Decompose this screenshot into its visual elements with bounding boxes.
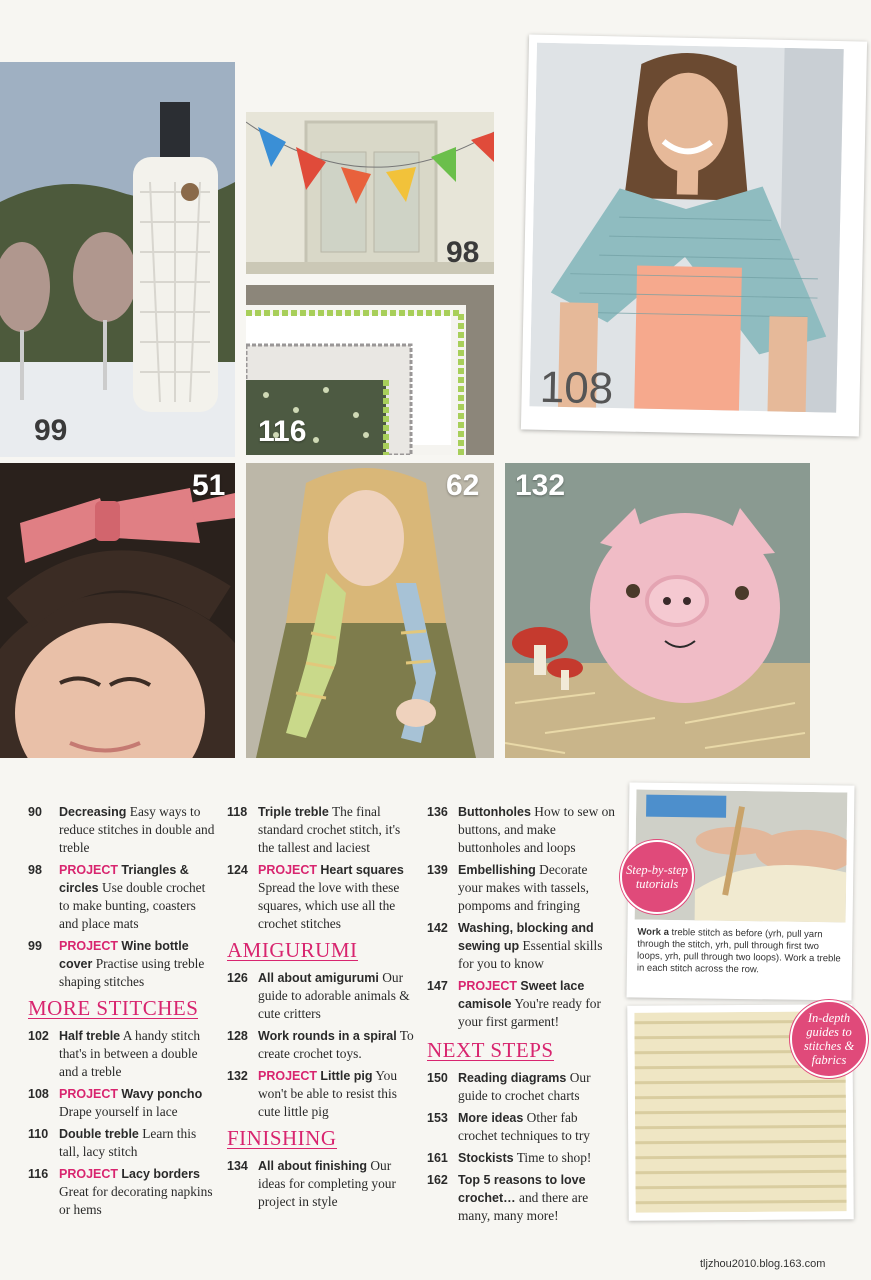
wine-bottle-photo [0,62,235,457]
entry-title: Lacy borders [121,1167,200,1181]
project-tag: PROJECT [59,1167,119,1181]
entry-description: Learn this tall, lacy stitch [59,1126,197,1159]
contents-entry [227,1157,417,1211]
contents-entry [227,1067,417,1121]
contents-entry [227,969,417,1023]
section-heading-amigurumi: AMIGURUMI [227,938,358,962]
entry-page-number: 108 [28,1087,49,1101]
entry-title: Reading diagrams [458,1071,567,1085]
entry-description: Our ideas for completing your project in style [258,1158,396,1209]
entry-page-number: 124 [227,863,248,877]
contents-entry [28,803,216,857]
entry-title: Stockists [458,1151,514,1165]
entry-page-number: 98 [28,863,42,877]
contents-entry [427,919,615,973]
page-number-label: 98 [446,236,480,269]
entry-page-number: 162 [427,1173,448,1187]
entry-page-number: 116 [28,1167,49,1181]
entry-page-number: 161 [427,1151,448,1165]
contents-entry [427,861,615,915]
section-heading-finishing: FINISHING [227,1126,337,1150]
contents-entry [427,803,615,857]
entry-page-number: 128 [227,1029,248,1043]
contents-entry [427,1149,615,1167]
footer-watermark: tljzhou2010.blog.163.com [700,1258,826,1270]
entry-title: More ideas [458,1111,524,1125]
entry-title: Wavy poncho [121,1087,203,1101]
contents-entry [28,1085,216,1121]
entry-page-number: 102 [28,1029,49,1043]
entry-description: Easy ways to reduce stitches in double and treble [59,804,215,855]
entry-page-number: 142 [427,921,448,935]
entry-page-number: 153 [427,1111,448,1125]
entry-page-number: 134 [227,1159,248,1173]
entry-title: Embellishing [458,863,536,877]
entry-page-number: 150 [427,1071,448,1085]
little-pig-photo [505,463,810,758]
entry-title: Wine bottle cover [59,939,189,971]
entry-description: Our guide to adorable animals & cute critters [258,970,410,1021]
entry-description: Spread the love with these squares, which use all the crochet stitches [258,880,400,931]
entry-title: Top 5 reasons to love crochet… [458,1173,586,1205]
entry-description: Great for decorating napkins or hems [59,1184,213,1217]
entry-description: Other fab crochet techniques to try [458,1110,590,1143]
entry-title: All about amigurumi [258,971,379,985]
contents-entry [227,803,417,857]
entry-description: Drape yourself in lace [59,1104,178,1119]
bunting-photo [246,112,494,274]
entry-description: Practise using treble shaping stitches [59,956,205,989]
contents-entry [227,861,417,933]
tutorial-caption [637,927,843,978]
entry-description: Our guide to crochet charts [458,1070,591,1103]
page-number-label: 51 [192,469,226,502]
entry-description: A handy stitch that's in between a double and a treble [59,1028,201,1079]
entry-description: To create crochet toys. [258,1028,414,1061]
entry-description: You won't be able to resist this cute little pig [258,1068,398,1119]
section-heading-more-stitches: MORE STITCHES [28,996,199,1020]
contents-entry [427,1069,615,1105]
scarf-photo [246,463,494,758]
entry-page-number: 90 [28,805,42,819]
entry-page-number: 110 [28,1127,49,1141]
entry-title: Washing, blocking and sewing up [458,921,594,953]
entry-title: Double treble [59,1127,139,1141]
contents-entry [427,977,615,1031]
entry-title: Decreasing [59,805,127,819]
entry-title: Buttonholes [458,805,531,819]
entry-description: Essential skills for you to know [458,938,603,971]
contents-entry [227,1027,417,1063]
entry-title: Sweet lace camisole [458,979,585,1011]
entry-description: Decorate your makes with tassels, pompoms and fringing [458,862,589,913]
entry-title: Half treble [59,1029,121,1043]
entry-description: Use double crochet to make bunting, coasters and place mats [59,880,206,931]
page-number-label: 132 [515,469,566,502]
contents-entry [28,1165,216,1219]
contents-entry [427,1109,615,1145]
entry-title: Little pig [320,1069,373,1083]
contents-entry [28,937,216,991]
page-number-label: 99 [34,414,68,447]
contents-entry [427,1171,615,1225]
badge-in-depth: In-depth guides to stitches & fabrics [790,1000,868,1078]
caption-lead: Work a [637,926,670,939]
project-tag: PROJECT [458,979,518,993]
entry-title: Triple treble [258,805,329,819]
entry-page-number: 99 [28,939,42,953]
page-number-label: 116 [258,415,307,448]
entry-title: Heart squares [320,863,404,877]
lacy-borders-photo [246,285,494,455]
bow-headband-photo [0,463,235,758]
entry-title: Triangles & circles [59,863,189,895]
caption-text: treble stitch as before (yrh, pull yarn through the stitch, yrh, pull through first two loops, yrh, pull through two loops). Work a treble in each stitch across the row. [636,927,841,976]
page-number-label: 62 [446,469,480,502]
project-tag: PROJECT [59,863,119,877]
contents-column-2 [227,803,417,1215]
entry-description: The final standard crochet stitch, it's the tallest and laciest [258,804,401,855]
entry-description: Time to shop! [516,1150,592,1165]
contents-column-1 [28,803,216,1223]
entry-description: How to sew on buttons, and make buttonholes and loops [458,804,615,855]
entry-page-number: 126 [227,971,248,985]
contents-entry [28,1125,216,1161]
page-number-label: 108 [539,362,614,414]
contents-entry [28,861,216,933]
contents-column-3 [427,803,615,1229]
entry-description: and there are many, many more! [458,1190,589,1223]
project-tag: PROJECT [258,1069,318,1083]
contents-entry [28,1027,216,1081]
section-heading-next-steps: NEXT STEPS [427,1038,554,1062]
entry-title: Work rounds in a spiral [258,1029,397,1043]
poncho-photo [521,35,867,437]
entry-page-number: 118 [227,805,248,819]
entry-page-number: 147 [427,979,448,993]
badge-step-by-step: Step-by-step tutorials [620,840,694,914]
project-tag: PROJECT [258,863,318,877]
entry-page-number: 132 [227,1069,248,1083]
entry-description: You're ready for your first garment! [458,996,601,1029]
entry-title: All about finishing [258,1159,368,1173]
project-tag: PROJECT [59,939,119,953]
entry-page-number: 136 [427,805,448,819]
entry-page-number: 139 [427,863,448,877]
project-tag: PROJECT [59,1087,119,1101]
